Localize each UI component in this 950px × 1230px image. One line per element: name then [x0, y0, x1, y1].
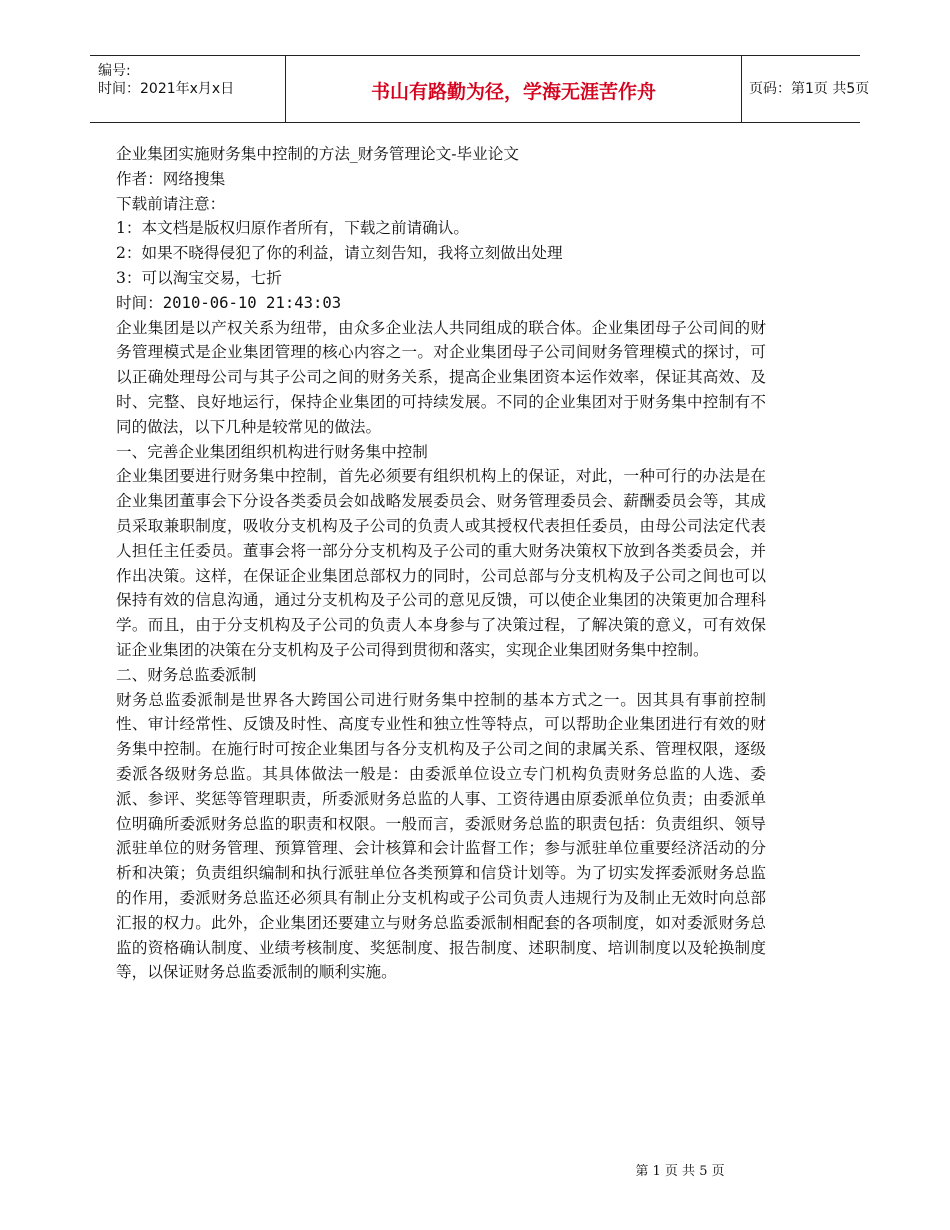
section-1-paragraph: 企业集团要进行财务集中控制，首先必须要有组织机构上的保证，对此，一种可行的办法是在企业集团董事会下分设各类委员会如战略发展委员会、财务管理委员会、薪酬委员会等，其成员采取兼职制度，吸收分支机构及子公司的负责人或其授权代表担任委员，由母公司法定代表人担任主任委员。董事会将一部分分支机构及子公司的重大财务决策权下放到各类委员会，并作出决策。这样，在保证企业集团总部权力的同时，公司总部与分支机构及子公司之间也可以保持有效的信息沟通，通过分支机构及子公司的意见反馈，可以使企业集团的决策更加合理科学。而且，由于分支机构及子公司的负责人本身参与了决策过程，了解决策的意义，可有效保证企业集团的决策在分支机构及子公司得到贯彻和落实，实现企业集团财务集中控制。 — [116, 467, 766, 659]
note-item: 1：本文档是版权归原作者所有，下载之前请确认。 — [116, 219, 469, 238]
article-title: 企业集团实施财务集中控制的方法_财务管理论文-毕业论文 — [116, 145, 519, 163]
serial-number-label: 编号: — [98, 63, 131, 79]
note-item: 2：如果不晓得侵犯了你的利益，请立刻告知，我将立刻做出处理 — [116, 244, 563, 263]
intro-paragraph: 企业集团是以产权关系为纽带，由众多企业法人共同组成的联合体。企业集团母子公司间的财务管理模式是企业集团管理的核心内容之一。对企业集团母子公司间财务管理模式的探讨，可以正确处理母公司与其子公司之间的财务关系，提高企业集团资本运作效率，保证其高效、及时、完整、良好地运行，保持企业集团的可持续发展。不同的企业集团对于财务集中控制有不同的做法，以下几种是较常见的做法。 — [116, 318, 766, 436]
article-body — [116, 142, 766, 985]
header-page-info: 页码：第1页 共5页 — [749, 81, 870, 97]
header-left-cell — [90, 56, 285, 122]
header-motto-cell — [285, 56, 742, 122]
section-2-heading: 二、财务总监委派制 — [116, 665, 257, 684]
page-header — [90, 55, 870, 123]
header-motto: 书山有路勤为径，学海无涯苦作舟 — [370, 81, 656, 103]
footer-page-number: 第 1 页 共 5 页 — [635, 1164, 725, 1179]
article-author: 作者：网络搜集 — [116, 169, 226, 188]
section-1-heading: 一、完善企业集团组织机构进行财务集中控制 — [116, 442, 428, 461]
article-time: 时间：2010-06-10 21:43:03 — [116, 293, 342, 312]
header-time: 时间：2021年x月x日 — [98, 81, 235, 97]
download-note: 下载前请注意： — [116, 194, 226, 213]
section-2-paragraph: 财务总监委派制是世界各大跨国公司进行财务集中控制的基本方式之一。因其具有事前控制性、审计经常性、反馈及时性、高度专业性和独立性等特点，可以帮助企业集团进行有效的财务集中控制。在施行时可按企业集团与各分支机构及子公司之间的隶属关系、管理权限，逐级委派各级财务总监。其具体做法一般是：由委派单位设立专门机构负责财务总监的人选、委派、参评、奖惩等管理职责，所委派财务总监的人事、工资待遇由原委派单位负责；由委派单位明确所委派财务总监的职责和权限。一般而言，委派财务总监的职责包括：负责组织、领导派驻单位的财务管理、预算管理、会计核算和会计监督工作；参与派驻单位重要经济活动的分析和决策；负责组织编制和执行派驻单位各类预算和信贷计划等。为了切实发挥委派财务总监的作用，委派财务总监还必须具有制止分支机构或子公司负责人违规行为及制止无效时向总部汇报的权力。此外，企业集团还要建立与财务总监委派制相配套的各项制度，如对委派财务总监的资格确认制度、业绩考核制度、奖惩制度、报告制度、述职制度、培训制度以及轮换制度等，以保证财务总监委派制的顺利实施。 — [116, 690, 766, 982]
note-item: 3：可以淘宝交易，七折 — [116, 268, 282, 287]
page-footer — [0, 1160, 950, 1179]
header-right-cell — [741, 56, 870, 122]
